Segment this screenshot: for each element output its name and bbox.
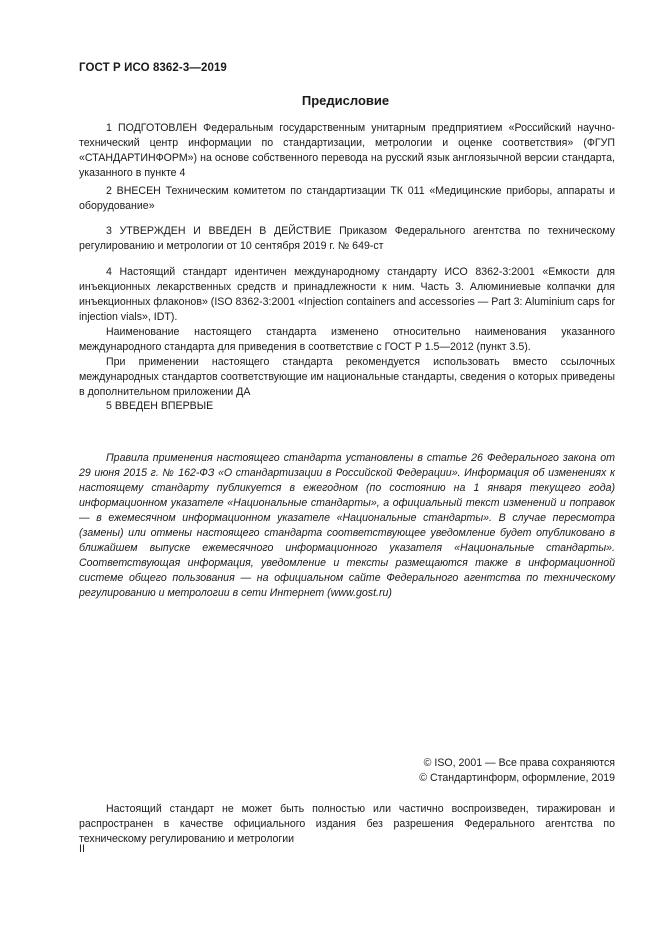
document-header-id: ГОСТ Р ИСО 8362-3—2019	[79, 62, 227, 74]
foreword-item-1	[79, 121, 615, 181]
foreword-item-2	[79, 184, 615, 214]
foreword-item-5	[79, 399, 615, 414]
paragraph-identical-standard: 4 Настоящий стандарт идентичен международному стандарту ИСО 8362-3:2001 «Емкости для инъекционных лекарственных средств и принадлежности к ним. Часть 3. Алюминиевые колпачки для инъекционных флаконов» (ISO 8362-3:2001 «Injection containers and accessories — Part 3: Aluminium caps for injection vials», IDT).	[79, 266, 615, 323]
paragraph-submitted-by: 2 ВНЕСЕН Техническим комитетом по стандартизации ТК 011 «Медицинские приборы, аппараты и оборудование»	[79, 185, 615, 212]
foreword-item-4	[79, 265, 615, 400]
paragraph-prepared-by: 1 ПОДГОТОВЛЕН Федеральным государственным унитарным предприятием «Российский научно-технический центр информации по стандартизации, метрологии и оценке соответствия» (ФГУП «СТАНДАРТИНФОРМ») на основе собственного перевода на русский язык англоязычной версии стандарта, указанного в пункте 4	[79, 122, 615, 179]
paragraph-name-changed: Наименование настоящего стандарта изменено относительно наименования указанного международного стандарта для приведения в соответствие с ГОСТ Р 1.5—2012 (пункт 3.5).	[79, 326, 615, 353]
paragraph-reference-standards: При применении настоящего стандарта рекомендуется использовать вместо ссылочных международных стандартов соответствующие им национальные стандарты, сведения о которых приведены в дополнительном приложении ДА	[79, 356, 615, 398]
page-number: II	[79, 843, 85, 855]
paragraph-first-introduced: 5 ВВЕДЕН ВПЕРВЫЕ	[106, 400, 214, 412]
reproduction-notice-text: Настоящий стандарт не может быть полностью или частично воспроизведен, тиражирован и распространен в качестве официального издания без разрешения Федерального агентства по техническому регулированию и метрологии	[79, 803, 615, 845]
section-title: Предисловие	[301, 93, 390, 108]
reproduction-notice	[79, 802, 615, 847]
application-rules-notice	[79, 451, 615, 601]
foreword-item-3	[79, 224, 615, 254]
paragraph-approved: 3 УТВЕРЖДЕН И ВВЕДЕН В ДЕЙСТВИЕ Приказом Федерального агентства по техническому регулированию и метрологии от 10 сентября 2019 г. № 649-ст	[79, 225, 615, 252]
copyright-standartinform: © Стандартинформ, оформление, 2019	[419, 772, 615, 784]
application-rules-text: Правила применения настоящего стандарта установлены в статье 26 Федерального закона от 29 июня 2015 г. № 162-ФЗ «О стандартизации в Российской Федерации». Информация об изменениях к настоящему стандарту публикуется в ежегодном (по состоянию на 1 января текущего года) информационном указателе «Национальные стандарты», а официальный текст изменений и поправок — в ежемесячном информационном указателе «Национальные стандарты». В случае пересмотра (замены) или отмены настоящего стандарта соответствующее уведомление будет опубликовано в ближайшем выпуске ежемесячного информационного указателя «Национальные стандарты». Соответствующая информация, уведомление и тексты размещаются также в информационной системе общего пользования — на официальном сайте Федерального агентства по техническому регулированию и метрологии в сети Интернет (www.gost.ru)	[79, 452, 615, 599]
copyright-block	[419, 756, 615, 786]
copyright-iso: © ISO, 2001 — Все права сохраняются	[423, 757, 615, 769]
